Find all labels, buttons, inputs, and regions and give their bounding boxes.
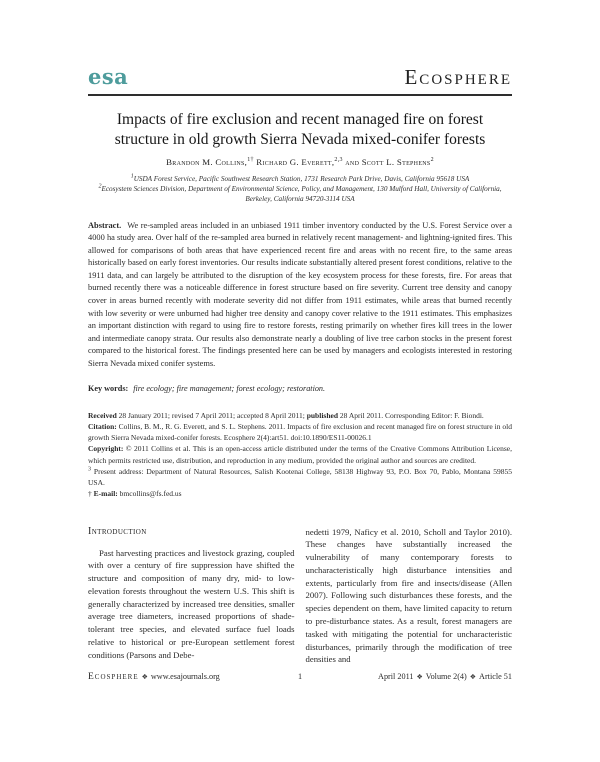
received-label: Received xyxy=(88,410,117,420)
page-footer xyxy=(88,672,512,682)
email-line xyxy=(88,488,512,499)
affiliation xyxy=(88,184,512,204)
citation-text: Collins, B. M., R. G. Everett, and S. L. Stephens. 2011. Impacts of fire exclusion and recent managed fire on forest structure in old growth Sierra Nevada mixed-conifer forests. Ecosphere 2(4):art51. doi:10.1890/ES11-00026.1 xyxy=(88,421,512,443)
left-column xyxy=(88,526,295,667)
affiliation-superscript: 2 xyxy=(98,183,102,190)
citation-line xyxy=(88,421,512,444)
affiliation-text: Ecosystem Sciences Division, Department of Environmental Science, Policy, and Management, 130 Mulford Hall, University of California, Berkeley, California 94720-3114 USA xyxy=(101,184,502,203)
present-address-text: Present address: Department of Natural Resources, Salish Kootenai College, 58138 Highway 93, P.O. Box 70, Pablo, Montana 59855 USA. xyxy=(88,466,512,488)
right-column xyxy=(306,526,513,667)
author-superscript: 1† xyxy=(247,156,254,163)
introduction-section xyxy=(88,526,512,667)
keywords xyxy=(88,383,512,394)
diamond-separator-icon: ❖ xyxy=(469,673,477,681)
email-address[interactable]: bmcollins@fs.fed.us xyxy=(117,489,182,499)
author-name: and Scott L. Stephens xyxy=(345,156,431,167)
esa-logo: esa xyxy=(88,64,129,89)
author-name: Richard G. Everett, xyxy=(256,156,335,167)
received-dates: 28 January 2011; revised 7 April 2011; accepted 8 April 2011; xyxy=(116,410,307,420)
abstract-text: We re-sampled areas included in an unbiased 1911 timber inventory conducted by the U.S. Forest Service over a 4000 ha study area. Over half of the re-sampled area burned in relatively recent management- and lightning-ignited fires. This allowed for comparisons of both areas that have experienced recent fire and areas with no recent fire, to the same areas historically based on early forest inventories. Our results indicate substantially altered present forest conditions, relative to the 1911 data, and can largely be attributed to the disruption of the key ecosystem process for these forests, fire. For areas that burned recently there was a noticeable difference in forest structure based on fire severity. Current tree density and canopy cover in areas burned recently with moderate severity did not differ from 1911 estimates, while areas that burned recently with low severity or were unburned had higher tree density and canopy cover relative to the 1911 estimates. This emphasizes an important distinction with regard to using fire to restore forests, resting primarily on whether fires kill trees in the lower and intermediate canopy strata. Our results also demonstrate nearly a doubling of live tree carbon stocks in the present forest compared to the historical forest. The findings presented here can be used by managers and ecologists interested in restoring Sierra Nevada mixed conifer systems. xyxy=(88,220,512,368)
footer-journal-url xyxy=(88,672,220,682)
affiliation xyxy=(88,174,512,184)
abstract xyxy=(88,220,512,370)
page-number: 1 xyxy=(297,672,303,681)
copyright-label: Copyright: xyxy=(88,444,124,454)
article-title: Impacts of fire exclusion and recent managed fire on forest structure in old growth Sierra Nevada mixed-conifer forests xyxy=(114,111,486,148)
email-dagger: † xyxy=(88,489,94,499)
author-superscript: 2,3 xyxy=(334,156,343,163)
keywords-text: fire ecology; fire management; forest ecology; restoration. xyxy=(133,384,326,394)
diamond-separator-icon: ❖ xyxy=(416,673,423,681)
affiliation-superscript: 1 xyxy=(130,173,134,180)
footer-url[interactable]: www.esajournals.org xyxy=(150,672,220,681)
affiliations xyxy=(88,174,512,204)
copyright-text: © 2011 Collins et al. This is an open-access article distributed under the terms of the Creative Commons Attribution License, which permits restricted use, distribution, and reproduction in any medium, provided the original author and sources are credited. xyxy=(88,444,512,465)
author-superscript: 2 xyxy=(430,156,434,163)
keywords-label: Key words: xyxy=(88,384,129,394)
footer-volume: Volume 2(4) xyxy=(425,672,467,681)
footer-issue-info xyxy=(378,672,512,681)
published-label: published xyxy=(306,410,338,420)
received-line xyxy=(88,410,512,421)
intro-paragraph-right: nedetti 1979, Naficy et al. 2010, Scholl and Taylor 2010). These changes have substantially increased the vulnerability of many contemporary forests to uncharacteristically high disturbance intensities and extents, particularly from fire and insects/disease (Allen 2007). Following such disturbances these forests, and the species dependent on them, have limited capacity to return to pre-disturbance states. As a result, forest managers are tasked with mitigating the potential for uncharacteristic disturbances, primarily through the modification of tree densities and xyxy=(305,526,512,665)
published-date: 28 April 2011. Corresponding Editor: F. Biondi. xyxy=(338,410,484,420)
journal-header xyxy=(88,0,512,96)
article-meta xyxy=(88,410,512,500)
abstract-label: Abstract. xyxy=(88,220,122,230)
author-line xyxy=(88,157,512,167)
copyright-line xyxy=(88,443,512,466)
journal-name: Ecosphere xyxy=(404,65,512,89)
footer-date: April 2011 xyxy=(378,672,414,681)
introduction-heading: Introduction xyxy=(88,525,147,537)
affiliation-text: USDA Forest Service, Pacific Southwest Research Station, 1731 Research Park Drive, Davis, California 95618 USA xyxy=(133,174,470,183)
author-name: Brandon M. Collins, xyxy=(166,156,248,167)
email-label: E-mail: xyxy=(93,489,118,499)
citation-label: Citation: xyxy=(88,421,117,431)
present-address-line xyxy=(88,466,512,489)
intro-paragraph-left: Past harvesting practices and livestock grazing, coupled with over a century of fire suppression have shifted the structure and composition of many dry, mid- to low-elevation forests throughout the western U.S. This shift is generally characterized by increased tree densities, smaller average tree diameters, increased proportions of shade-tolerant tree species, and elevated surface fuel loads relative to historical or pre-European settlement forest conditions (Parsons and Debe- xyxy=(88,547,295,660)
footer-article: Article 51 xyxy=(479,672,512,681)
present-address-superscript: 3 xyxy=(88,466,91,473)
diamond-separator-icon: ❖ xyxy=(141,673,148,681)
footer-journal-name: Ecosphere xyxy=(88,672,139,682)
